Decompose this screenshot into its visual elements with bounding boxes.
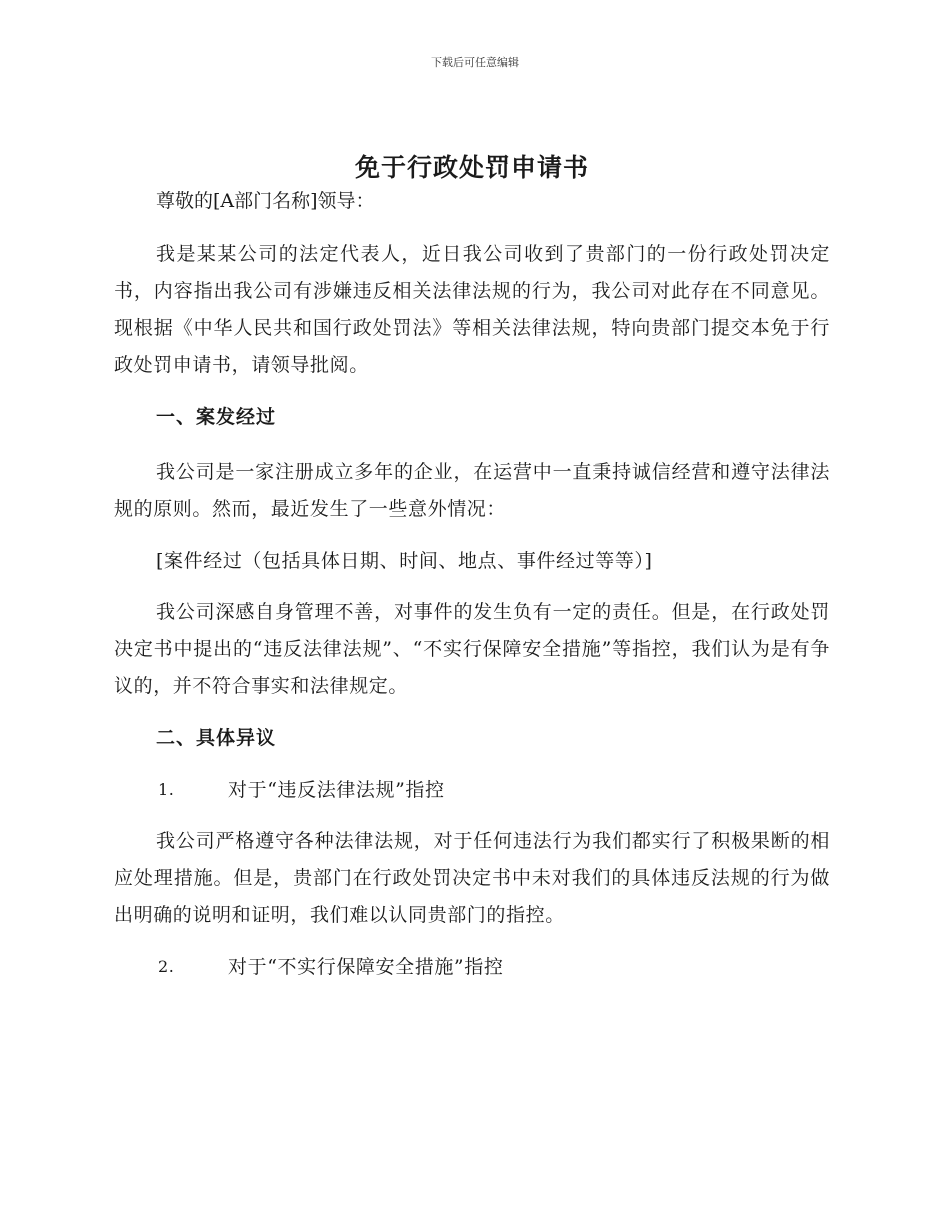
case-paragraph-1: 我公司是一家注册成立多年的企业，在运营中一直秉持诚信经营和遵守法律法规的原则。然而，最近发生了一些意外情况： — [114, 461, 830, 520]
intro-paragraph: 我是某某公司的法定代表人，近日我公司收到了贵部门的一份行政处罚决定书，内容指出我公司有涉嫌违反相关法律法规的行为，我公司对此存在不同意见。现根据《中华人民共和国行政处罚法》等相关法律法规，特向贵部门提交本免于行政处罚申请书，请领导批阅。 — [114, 243, 830, 376]
objection-item-1 — [114, 775, 830, 805]
list-item-text: 对于“不实行保障安全措施”指控 — [228, 956, 504, 978]
case-paragraph-2: 我公司深感自身管理不善，对事件的发生负有一定的责任。但是，在行政处罚决定书中提出的“违反法律法规”、“不实行保障安全措施”等指控，我们认为是有争议的，并不符合事实和法律规定。 — [114, 601, 830, 697]
section-heading-case: 一、案发经过 — [156, 406, 277, 428]
list-number: 2. — [158, 957, 175, 976]
list-number: 1. — [158, 780, 175, 799]
case-placeholder: [案件经过（包括具体日期、时间、地点、事件经过等等）] — [156, 550, 653, 572]
header-note: 下载后可任意编辑 — [431, 56, 519, 69]
objection-item-2 — [114, 952, 830, 982]
document-title: 免于行政处罚申请书 — [354, 153, 589, 182]
list-item-text: 对于“违反法律法规”指控 — [228, 779, 445, 801]
salutation: 尊敬的[A部门名称]领导： — [156, 190, 375, 212]
objection-paragraph-1: 我公司严格遵守各种法律法规，对于任何违法行为我们都实行了积极果断的相应处理措施。但是，贵部门在行政处罚决定书中未对我们的具体违反法规的行为做出明确的说明和证明，我们难以认同贵部门的指控。 — [114, 830, 830, 926]
section-heading-objections: 二、具体异议 — [156, 727, 277, 749]
document-body — [114, 148, 830, 1000]
